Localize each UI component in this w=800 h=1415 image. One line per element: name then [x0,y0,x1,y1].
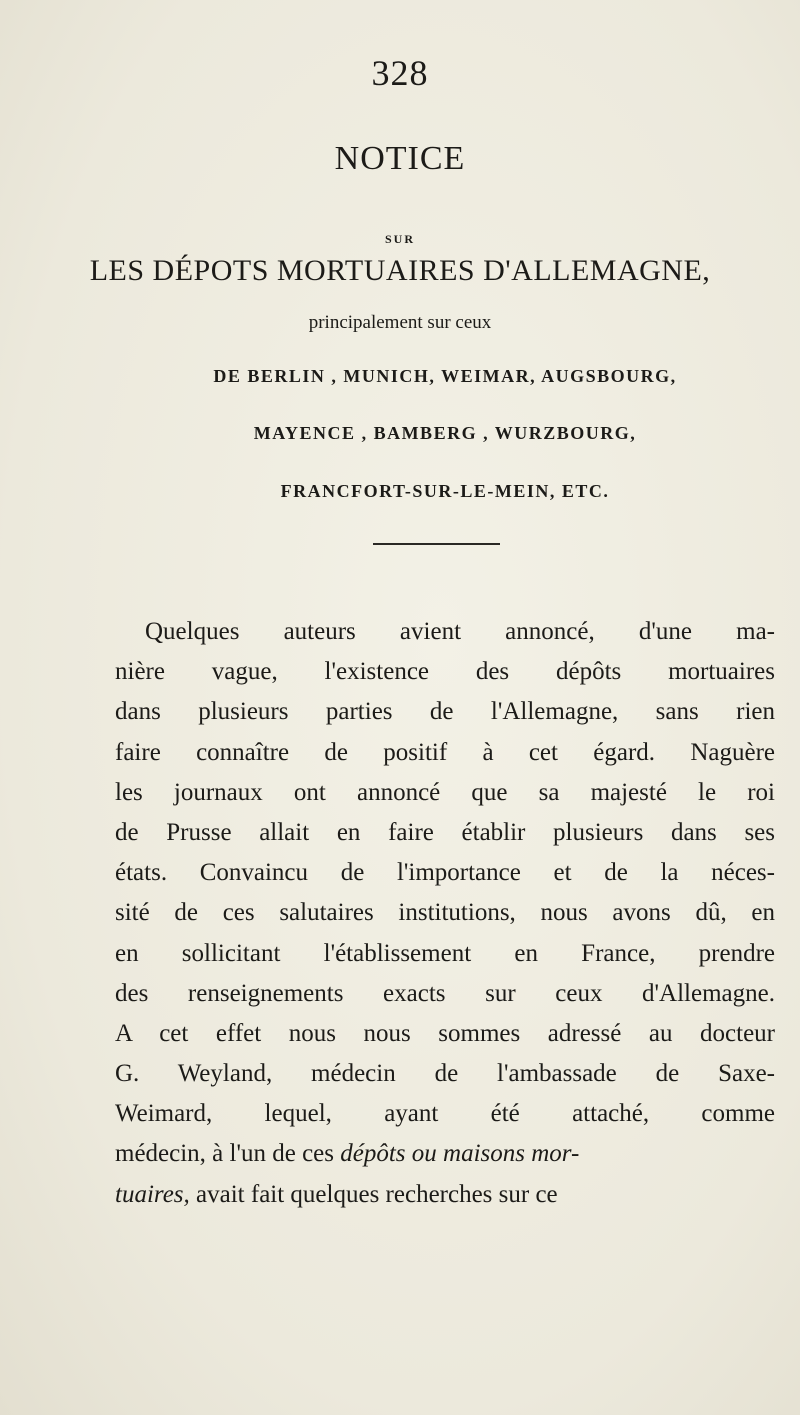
section-divider [373,543,500,545]
body-line [115,1014,775,1054]
body-line [115,773,775,813]
body-line-text: Quelques auteurs avient annoncé, d'une ma- [145,618,775,645]
body-line [115,1175,775,1215]
notice-title: NOTICE [334,140,466,177]
cities-line-2: MAYENCE , BAMBERG , WURZBOURG, [253,423,637,443]
body-line [115,893,775,933]
body-line-text: A cet effet nous nous sommes adressé au docteur [115,1019,775,1047]
body-line [115,1134,775,1174]
body-paragraph [115,612,775,1215]
body-line-text: des renseignements exacts sur ceux d'Allemagne. [115,979,775,1007]
body-line-text: G. Weyland, médecin de l'ambassade de Saxe- [115,1060,775,1088]
body-line [115,813,775,853]
italic-phrase: dépôts ou maisons mor- [340,1140,580,1168]
body-line-text: de Prusse allait en faire établir plusieurs dans ses [115,818,775,846]
body-line-text: faire connaître de positif à cet égard. Naguère [115,738,775,766]
italic-phrase: tuaires, [115,1180,190,1208]
body-line [115,652,775,692]
cities-line-1: DE BERLIN , MUNICH, WEIMAR, AUGSBOURG, [213,366,677,386]
body-line-text: avait fait quelques recherches sur ce [196,1180,558,1208]
body-line [115,974,775,1014]
body-line [115,733,775,773]
body-line [115,612,775,652]
body-line-text: médecin, à l'un de ces [115,1140,334,1168]
body-line-text: les journaux ont annoncé que sa majesté le roi [115,778,775,806]
cities-line-3: FRANCFORT-SUR-LE-MEIN, ETC. [280,481,610,501]
body-line [115,934,775,974]
body-line-text: Weimard, lequel, ayant été attaché, comme [115,1100,775,1128]
body-line-text: dans plusieurs parties de l'Allemagne, sans rien [115,698,775,726]
body-line-text: sité de ces salutaires institutions, nous avons dû, en [115,899,775,927]
body-line-text: nière vague, l'existence des dépôts mortuaires [115,658,775,686]
body-line [115,853,775,893]
body-line-text: en sollicitant l'établissement en France, prendre [115,939,775,967]
page-number: 328 [371,53,429,93]
sur-label: SUR [384,232,415,246]
body-line [115,1054,775,1094]
body-line [115,692,775,732]
article-subheading: principalement sur ceux [308,312,492,333]
body-line-text: états. Convaincu de l'importance et de la néces- [115,859,775,887]
article-heading: LES DÉPOTS MORTUAIRES D'ALLEMAGNE, [89,254,711,287]
body-line [115,1094,775,1134]
